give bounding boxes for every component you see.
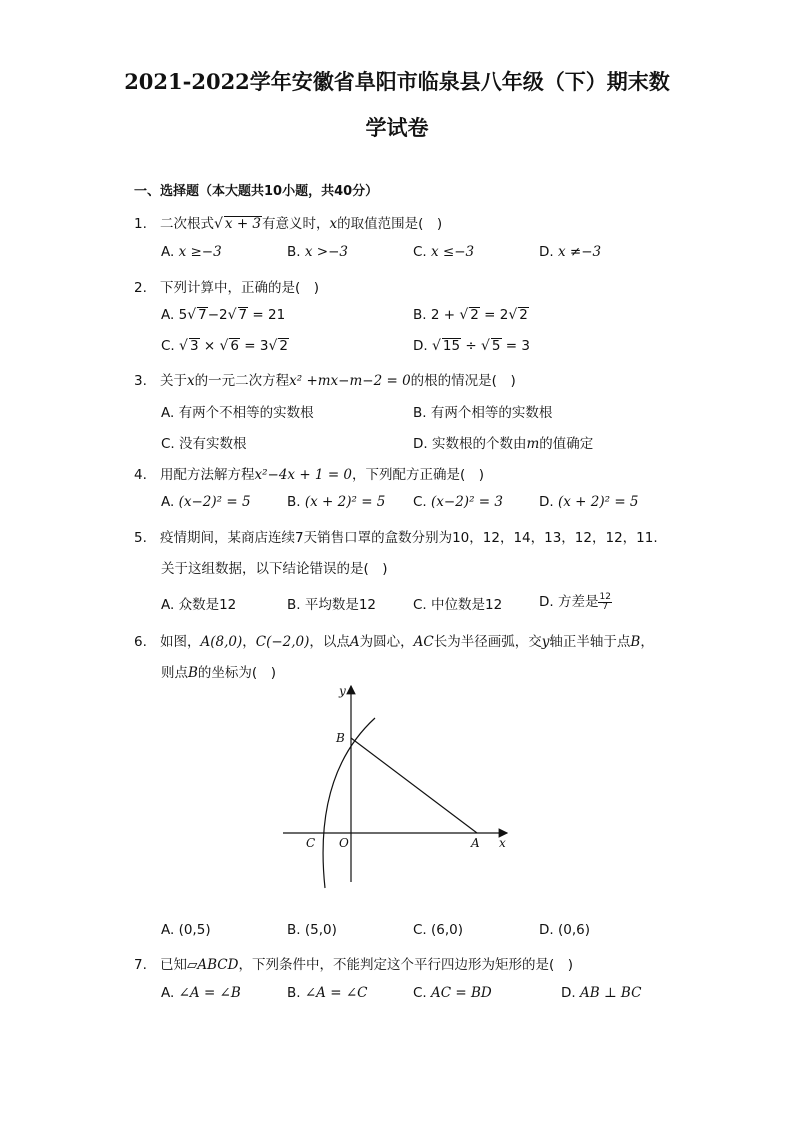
question-text: 的取值范围是( ) [337, 216, 443, 232]
option-d[interactable]: D. (x + 2)² = 5 [539, 494, 639, 510]
arc [323, 718, 375, 888]
question-number: 7. [134, 957, 147, 973]
option-b[interactable]: B. (5,0) [287, 922, 337, 938]
fraction: $\frac{12}{7}$ [599, 591, 611, 612]
section-heading: 一、选择题（本大题共10小题，共40分） [134, 184, 379, 199]
question-number: 2. [134, 280, 147, 296]
sqrt-icon: √ [214, 216, 223, 232]
label-y: y [339, 684, 346, 698]
option-d[interactable]: D. 实数根的个数由m的值确定 [413, 436, 594, 452]
option-c[interactable]: C. AC = BD [413, 985, 492, 1001]
question-number: 4. [134, 467, 147, 483]
option-c[interactable]: C. (6,0) [413, 922, 464, 938]
option-b[interactable]: B. 有两个相等的实数根 [413, 405, 553, 421]
question-4: 4. 用配方法解方程x²−4x + 1 = 0，下列配方正确是( ) [134, 467, 485, 483]
option-d[interactable]: D. 方差是 $\frac{12}{7}$ [539, 591, 611, 612]
option-a[interactable]: A. (0,5) [161, 922, 211, 938]
option-c[interactable]: C. x ≤−3 [413, 244, 475, 260]
question-7: 7. 已知▱ABCD，下列条件中，不能判定这个平行四边形为矩形的是( ) [134, 957, 574, 973]
option-d[interactable]: D. √ 15 ÷ √ 5 = 3 [413, 338, 530, 354]
question-1 [134, 212, 442, 232]
label-x: x [499, 836, 506, 850]
option-a[interactable]: A. x ≥−3 [161, 244, 222, 260]
option-a[interactable]: A. 5√ 7−2√ 7 = 21 [161, 307, 286, 323]
option-a[interactable]: A. ∠A = ∠B [161, 985, 241, 1001]
label-c: C [306, 836, 316, 850]
coordinate-figure [275, 680, 520, 890]
option-c[interactable]: C. √ 3 × √ 6 = 3√ 2 [161, 338, 288, 354]
option-d[interactable]: D. AB ⊥ BC [561, 985, 642, 1001]
page-title-line-2: 学试卷 [365, 115, 429, 140]
question-number: 3. [134, 373, 147, 389]
option-a[interactable]: A. (x−2)² = 5 [161, 494, 251, 510]
question-number: 5. [134, 530, 147, 546]
option-b[interactable]: B. ∠A = ∠C [287, 985, 368, 1001]
option-a[interactable]: A. 众数是12 [161, 597, 237, 613]
label-b: B [336, 731, 345, 745]
variable: x [329, 216, 338, 232]
question-6: 6. 如图，A(8,0)，C(−2,0)，以点A为圆心，AC长为半径画弧，交y轴正半轴于点B， [134, 634, 654, 650]
option-c[interactable]: C. 没有实数根 [161, 436, 247, 452]
radicand: x + 3 [224, 216, 262, 232]
question-6-line-2: 则点B的坐标为( ) [161, 665, 276, 681]
label-o: O [339, 836, 349, 850]
option-a[interactable]: A. 有两个不相等的实数根 [161, 405, 314, 421]
question-text: 二次根式 [160, 216, 214, 232]
option-b[interactable]: B. 2 + √ 2 = 2√ 2 [413, 307, 528, 323]
page-title-line-1: 2021-2022学年安徽省阜阳市临泉县八年级（下）期末数 [124, 69, 670, 94]
option-b[interactable]: B. (x + 2)² = 5 [287, 494, 386, 510]
question-number: 6. [134, 634, 147, 650]
question-5: 5. 疫情期间，某商店连续7天销售口罩的盒数分别为10，12，14，13，12，12，11. [134, 530, 658, 546]
segment-ba [351, 738, 477, 833]
option-d[interactable]: D. (0,6) [539, 922, 590, 938]
option-c[interactable]: C. 中位数是12 [413, 597, 503, 613]
label-a: A [471, 836, 480, 850]
option-b[interactable]: B. 平均数是12 [287, 597, 377, 613]
option-c[interactable]: C. (x−2)² = 3 [413, 494, 503, 510]
question-5-line-2: 关于这组数据，以下结论错误的是( ) [161, 561, 388, 577]
question-number: 1. [134, 216, 147, 232]
question-2 [134, 276, 319, 296]
option-d[interactable]: D. x ≠−3 [539, 244, 602, 260]
question-text: 有意义时， [262, 216, 330, 232]
question-text: 下列计算中，正确的是( ) [160, 280, 320, 296]
question-3: 3. 关于x的一元二次方程x² +mx−m−2 = 0的根的情况是( ) [134, 373, 516, 389]
option-b[interactable]: B. x >−3 [287, 244, 348, 260]
